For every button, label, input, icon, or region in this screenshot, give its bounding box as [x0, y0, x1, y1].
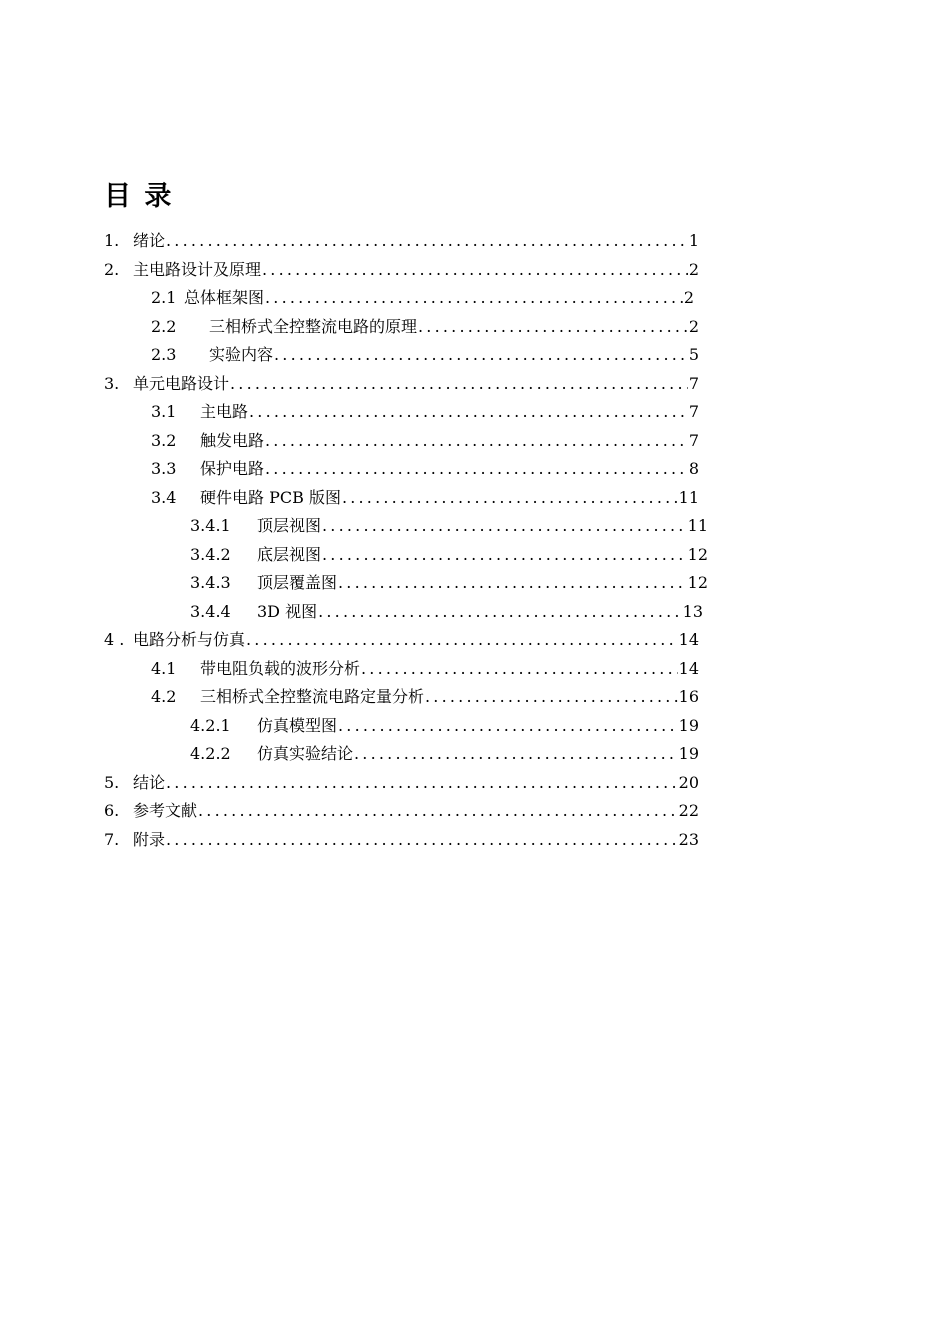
- toc-entry[interactable]: [104, 626, 699, 654]
- toc-label: 保护电路: [200, 459, 265, 478]
- toc-entry[interactable]: [151, 683, 699, 711]
- toc-number: 3.4.3: [190, 573, 231, 592]
- toc-entry[interactable]: [151, 427, 699, 455]
- toc-number: 3.3: [151, 459, 177, 478]
- toc-leader: [425, 683, 678, 711]
- toc-label: 总体框架图: [184, 288, 265, 307]
- toc-number: 2.1: [151, 288, 177, 307]
- toc-page: 22: [678, 801, 699, 820]
- toc-page: 7: [688, 402, 699, 421]
- toc-label: 三相桥式全控整流电路定量分析: [200, 687, 425, 706]
- toc-leader: [249, 398, 688, 426]
- toc-label: 主电路: [200, 402, 249, 421]
- toc-leader: [230, 370, 688, 398]
- toc-number: 2.2: [151, 316, 177, 336]
- toc-page: 12: [687, 544, 708, 564]
- toc-leader: [265, 455, 688, 483]
- toc-label: 三相桥式全控整流电路的原理: [209, 316, 418, 336]
- toc-page: 2: [688, 316, 699, 336]
- toc-leader: [262, 256, 688, 284]
- toc-page: 16: [678, 687, 699, 706]
- toc-number: 2.3: [151, 345, 177, 364]
- toc-entry[interactable]: [151, 398, 699, 426]
- toc-leader: [246, 626, 678, 654]
- toc-number: 1.: [104, 231, 120, 250]
- toc-label: 参考文献: [133, 801, 198, 820]
- page-title: 目 录: [104, 181, 174, 212]
- toc-entry[interactable]: [190, 740, 699, 768]
- toc-leader: [338, 712, 678, 740]
- toc-entry[interactable]: [190, 541, 708, 569]
- toc-number: 3.4: [151, 487, 177, 507]
- toc-entry[interactable]: [190, 512, 708, 540]
- toc-leader: [322, 541, 687, 569]
- toc-label: 结论: [133, 772, 166, 792]
- toc-page: 2: [688, 259, 699, 279]
- toc-page: 11: [678, 487, 699, 507]
- toc-label: 绪论: [133, 231, 166, 250]
- toc-number: 3.4.1: [190, 516, 231, 535]
- toc-entry[interactable]: [104, 797, 699, 825]
- toc-label: 3D 视图: [257, 601, 318, 621]
- toc-entry[interactable]: [190, 598, 703, 626]
- toc-label: 仿真实验结论: [257, 744, 354, 763]
- toc-number: 7.: [104, 829, 120, 849]
- toc-entry[interactable]: [151, 313, 699, 341]
- toc-number: 3.: [104, 373, 120, 393]
- toc-entry[interactable]: [151, 484, 699, 512]
- toc-number: 3.4.2: [190, 544, 231, 564]
- toc-leader: [265, 427, 688, 455]
- toc-label: 附录: [133, 829, 166, 849]
- toc-number: 4.2.2: [190, 744, 231, 763]
- toc-leader: [166, 227, 688, 255]
- toc-entry[interactable]: [104, 227, 699, 255]
- toc-label: 带电阻负载的波形分析: [200, 658, 361, 678]
- toc-label: 硬件电路 PCB 版图: [200, 487, 341, 507]
- toc-number: 3.1: [151, 402, 177, 421]
- toc-leader: [354, 740, 678, 768]
- toc-leader: [322, 512, 687, 540]
- toc-number: 2.: [104, 259, 120, 279]
- toc-number: 4.2: [151, 687, 177, 706]
- toc-page: 12: [687, 573, 708, 592]
- toc-number: 4.1: [151, 658, 177, 678]
- toc-page: 7: [688, 430, 699, 450]
- toc-number: 4.2.1: [190, 715, 231, 735]
- toc-page: 1: [688, 231, 699, 250]
- toc-entry[interactable]: [104, 826, 699, 854]
- toc-page: 11: [687, 516, 708, 535]
- toc-leader: [342, 484, 678, 512]
- toc-leader: [418, 313, 688, 341]
- toc-label: 顶层覆盖图: [257, 573, 338, 592]
- toc-entry[interactable]: [190, 712, 699, 740]
- toc-label: 仿真模型图: [257, 715, 338, 735]
- toc-entry[interactable]: [151, 455, 699, 483]
- toc-number: 3.4.4: [190, 601, 231, 621]
- toc-label: 底层视图: [257, 544, 322, 564]
- toc-leader: [361, 655, 678, 683]
- toc-number: 4 .: [104, 630, 125, 649]
- toc-entry[interactable]: [104, 256, 699, 284]
- toc-page: 2: [683, 288, 694, 307]
- toc-entry[interactable]: [151, 341, 699, 369]
- toc-page: 14: [678, 630, 699, 649]
- toc-label: 实验内容: [209, 345, 274, 364]
- toc-page: 13: [682, 601, 703, 621]
- toc-leader: [166, 826, 678, 854]
- toc-page: 14: [678, 658, 699, 678]
- toc-page: 7: [688, 373, 699, 393]
- toc-leader: [338, 569, 687, 597]
- toc-leader: [274, 341, 688, 369]
- toc-label: 触发电路: [200, 430, 265, 450]
- toc-leader: [318, 598, 682, 626]
- toc-label: 顶层视图: [257, 516, 322, 535]
- toc-leader: [265, 284, 683, 312]
- toc-label: 电路分析与仿真: [133, 630, 246, 649]
- toc-label: 单元电路设计: [133, 373, 230, 393]
- toc-page: 19: [678, 715, 699, 735]
- toc-entry[interactable]: [151, 655, 699, 683]
- toc-leader: [166, 769, 678, 797]
- toc-entry[interactable]: [151, 284, 694, 312]
- toc-number: 6.: [104, 801, 120, 820]
- toc-entry[interactable]: [104, 769, 699, 797]
- toc-entry[interactable]: [104, 370, 699, 398]
- toc-page: 5: [688, 345, 699, 364]
- toc-page: 20: [678, 772, 699, 792]
- toc-page: 8: [688, 459, 699, 478]
- toc-number: 5.: [104, 772, 120, 792]
- toc-label: 主电路设计及原理: [133, 259, 262, 279]
- toc-page: 19: [678, 744, 699, 763]
- toc-number: 3.2: [151, 430, 177, 450]
- toc-page: 23: [678, 829, 699, 849]
- toc-entry[interactable]: [190, 569, 708, 597]
- toc-leader: [198, 797, 678, 825]
